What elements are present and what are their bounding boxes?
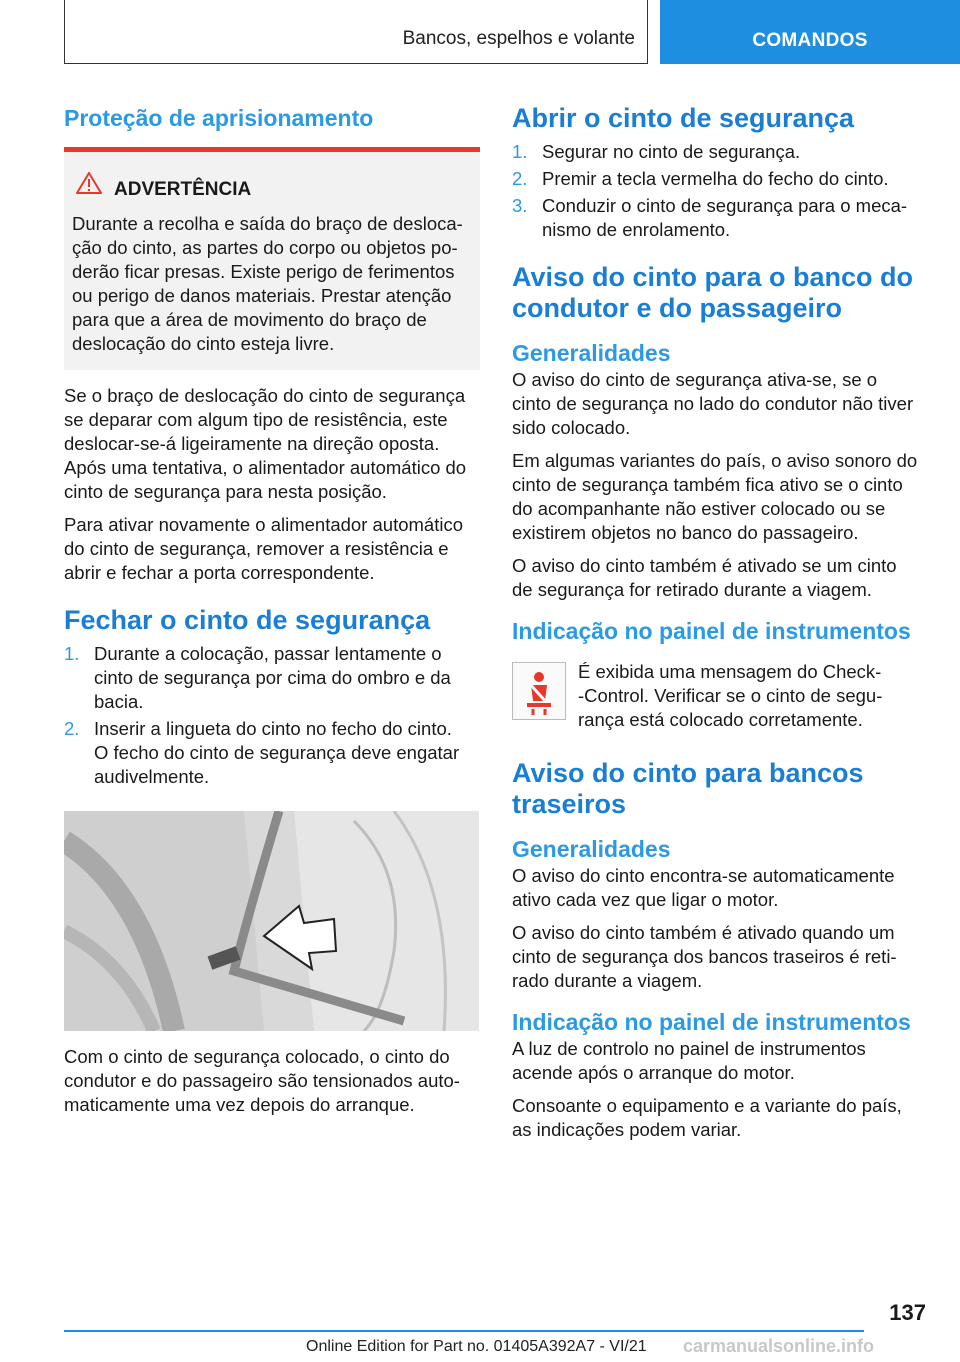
fechar-steps-list xyxy=(64,642,480,789)
paragraph-tensionados: Com o cinto de segurança colocado, o cinto do condutor e do passageiro são tensionados auto- maticamente uma vez depois do arranque. xyxy=(64,1046,460,1115)
warning-text xyxy=(72,212,472,356)
subheading-indicacao: Indicação no painel de instrumentos xyxy=(512,618,911,644)
footer-divider xyxy=(64,1330,864,1332)
seatbelt-warning-icon xyxy=(512,662,566,720)
heading-protecao: Proteção de aprisionamento xyxy=(64,105,374,131)
left-column xyxy=(64,103,480,1126)
abrir-steps-list xyxy=(512,140,932,242)
list-item: 1. Segurar no cinto de segurança. xyxy=(512,141,801,162)
warning-line: ou perigo de danos materiais. Prestar atenção xyxy=(72,285,452,306)
dashboard-indicator-text: É exibida uma mensagem do Check- -Control. Verificar se o cinto de segu- rança está colocado corretamente. xyxy=(578,661,883,730)
warning-line: ção do cinto, as partes do corpo ou objetos po- xyxy=(72,237,458,258)
header-section-title: Bancos, espelhos e volante xyxy=(402,28,635,49)
list-item: 3. Conduzir o cinto de segurança para o meca- nismo de enrolamento. xyxy=(512,195,908,240)
paragraph-reativar: Para ativar novamente o alimentador automático do cinto de segurança, remover a resistência e abrir e fechar a porta correspondente. xyxy=(64,514,463,583)
heading-aviso-condutor: Aviso do cinto para o banco do condutor e do passageiro xyxy=(512,262,914,323)
dashboard-indicator-row xyxy=(512,660,932,740)
seatbelt-illustration xyxy=(64,811,479,1031)
right-column xyxy=(512,103,932,1151)
paragraph-variantes: Em algumas variantes do país, o aviso sonoro do cinto de segurança também fica ativo se o cinto do acompanhante não estiver colocado ou se existirem objetos no banco do passageiro. xyxy=(512,450,918,543)
heading-aviso-traseiros: Aviso do cinto para bancos traseiros xyxy=(512,758,864,819)
subheading-indicacao-2: Indicação no painel de instrumentos xyxy=(512,1009,911,1035)
warning-line: derão ficar presas. Existe perigo de ferimentos xyxy=(72,261,455,282)
paragraph-luz-controlo: A luz de controlo no painel de instrumentos acende após o arranque do motor. xyxy=(512,1038,866,1083)
header-chapter-label: COMANDOS xyxy=(752,30,868,51)
list-item: 2. Inserir a lingueta do cinto no fecho do cinto. O fecho do cinto de segurança deve engatar audivelmente. xyxy=(64,718,460,787)
subheading-generalidades-2: Generalidades xyxy=(512,836,671,862)
subheading-generalidades: Generalidades xyxy=(512,340,671,366)
paragraph-retirado: O aviso do cinto também é ativado se um cinto de segurança for retirado durante a viagem. xyxy=(512,555,897,600)
watermark: carmanualsonline.info xyxy=(683,1336,875,1356)
page-number: 137 xyxy=(889,1300,926,1325)
warning-title: ADVERTÊNCIA xyxy=(114,179,252,200)
paragraph-motor: O aviso do cinto encontra-se automaticamente ativo cada vez que ligar o motor. xyxy=(512,865,895,910)
header-chapter-tab[interactable] xyxy=(660,0,960,64)
heading-abrir-cinto: Abrir o cinto de segurança xyxy=(512,103,855,133)
list-item: 1. Durante a colocação, passar lentamente o cinto de segurança por cima do ombro e da bacia. xyxy=(64,643,451,712)
paragraph-aviso-ativa: O aviso do cinto de segurança ativa-se, se o cinto de segurança no lado do condutor não tiver sido colocado. xyxy=(512,369,914,438)
seatbelt-photo xyxy=(64,811,479,1031)
warning-box xyxy=(64,147,480,370)
warning-line: deslocação do cinto esteja livre. xyxy=(72,333,335,354)
paragraph-indicacoes-variar: Consoante o equipamento e a variante do país, as indicações podem variar. xyxy=(512,1095,902,1140)
warning-triangle-icon xyxy=(76,172,102,194)
header-section-box xyxy=(64,0,648,64)
paragraph-traseiros-retirado: O aviso do cinto também é ativado quando um cinto de segurança dos bancos traseiros é reti- rado durante a viagem. xyxy=(512,922,897,991)
footer-edition: Online Edition for Part no. 01405A392A7 - VI/21 xyxy=(306,1338,647,1355)
heading-fechar-cinto: Fechar o cinto de segurança xyxy=(64,605,431,635)
warning-line: Durante a recolha e saída do braço de desloca- xyxy=(72,213,463,234)
list-item: 2. Premir a tecla vermelha do fecho do cinto. xyxy=(512,168,889,189)
paragraph-resistencia: Se o braço de deslocação do cinto de segurança se deparar com algum tipo de resistência, este deslocar-se-á ligeiramente na direção oposta. Após uma tentativa, o alimentador automático do cinto de segurança para nesta posição. xyxy=(64,385,467,502)
warning-line: para que a área de movimento do braço de xyxy=(72,309,427,330)
